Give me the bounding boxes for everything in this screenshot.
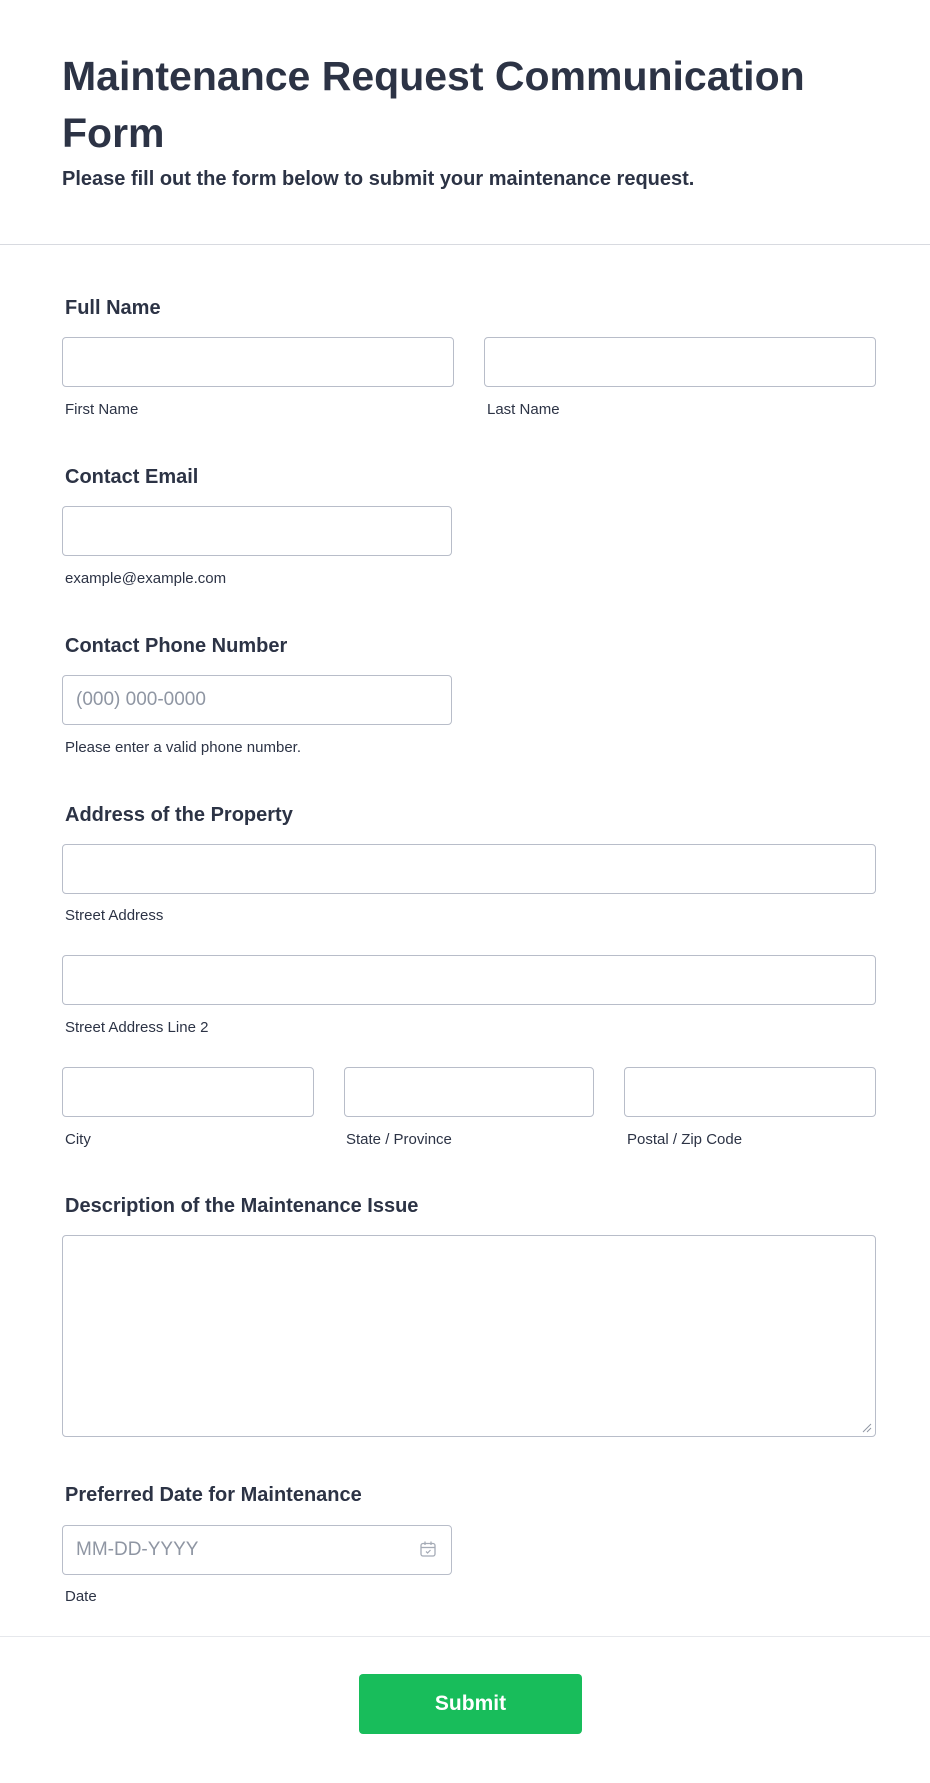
date-input[interactable] (62, 1525, 452, 1575)
description-label: Description of the Maintenance Issue (65, 1195, 419, 1217)
form-header (0, 0, 930, 245)
date-sublabel: Date (65, 1588, 97, 1605)
description-textarea[interactable] (62, 1235, 876, 1437)
zip-input[interactable] (624, 1067, 876, 1117)
city-sublabel: City (65, 1131, 91, 1148)
last-name-sublabel: Last Name (487, 401, 560, 418)
street-address-line2-sublabel: Street Address Line 2 (65, 1019, 209, 1036)
address-label: Address of the Property (65, 804, 293, 826)
first-name-sublabel: First Name (65, 401, 139, 418)
resize-grip-icon[interactable] (860, 1421, 872, 1433)
zip-sublabel: Postal / Zip Code (627, 1131, 743, 1148)
state-sublabel: State / Province (346, 1131, 452, 1148)
street-address-input[interactable] (62, 844, 876, 894)
email-label: Contact Email (65, 466, 199, 488)
last-name-input[interactable] (484, 337, 876, 387)
date-label: Preferred Date for Maintenance (65, 1484, 362, 1506)
submit-button[interactable]: Submit (359, 1674, 582, 1734)
state-input[interactable] (344, 1067, 594, 1117)
phone-sublabel: Please enter a valid phone number. (65, 739, 301, 756)
first-name-input[interactable] (62, 337, 454, 387)
calendar-icon[interactable] (419, 1540, 437, 1558)
street-address-sublabel: Street Address (65, 907, 164, 924)
email-sublabel: example@example.com (65, 570, 227, 587)
page-subtitle: Please fill out the form below to submit your maintenance request. (62, 168, 695, 190)
phone-label: Contact Phone Number (65, 635, 288, 657)
street-address-line2-input[interactable] (62, 955, 876, 1005)
email-input[interactable] (62, 506, 452, 556)
full-name-label: Full Name (65, 297, 161, 319)
page-title: Maintenance Request Communication Form (62, 53, 805, 156)
city-input[interactable] (62, 1067, 314, 1117)
footer-divider (0, 1636, 930, 1637)
phone-input[interactable] (62, 675, 452, 725)
